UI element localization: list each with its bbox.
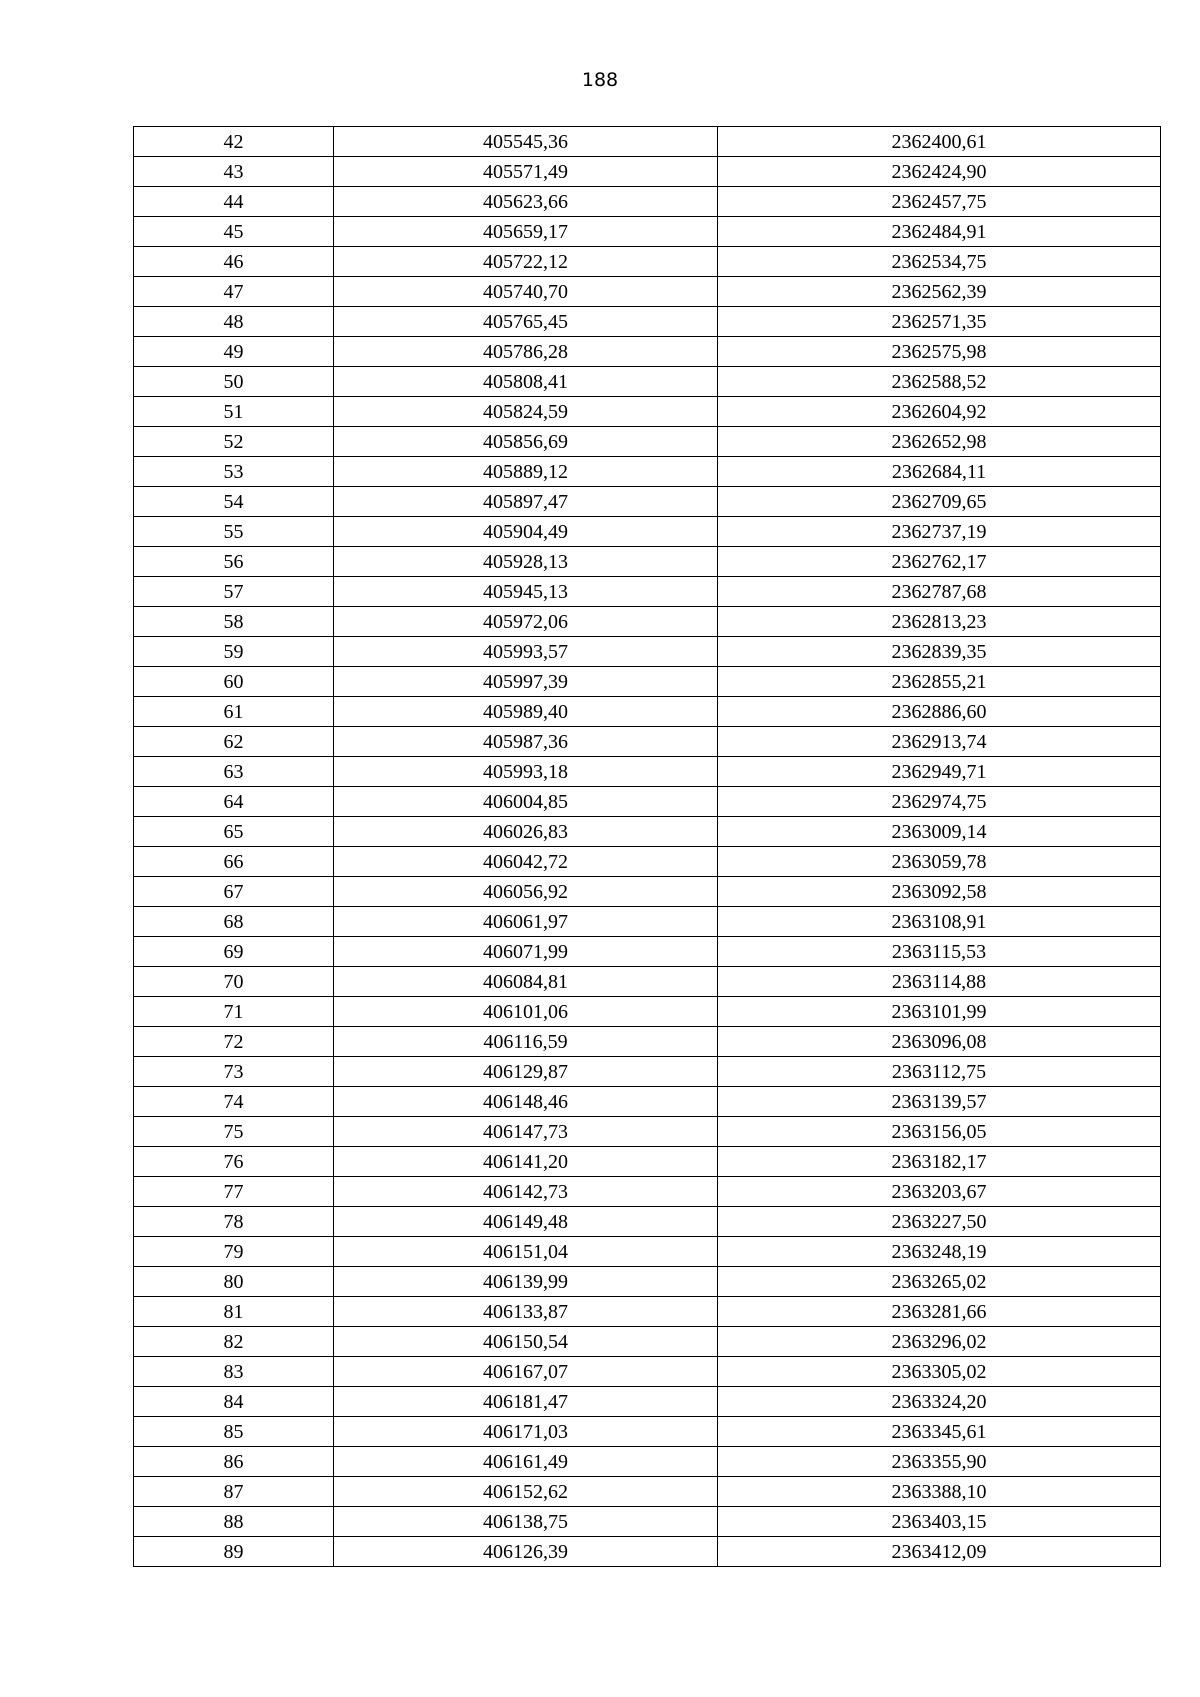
x-coordinate-cell: 405993,57 — [334, 637, 718, 667]
table-row — [134, 307, 1161, 337]
y-coordinate-cell: 2363345,61 — [718, 1417, 1161, 1447]
x-coordinate-cell: 405889,12 — [334, 457, 718, 487]
point-number-cell: 88 — [134, 1507, 334, 1537]
y-coordinate-cell: 2363101,99 — [718, 997, 1161, 1027]
point-number-cell: 49 — [134, 337, 334, 367]
table-row — [134, 157, 1161, 187]
x-coordinate-cell: 406147,73 — [334, 1117, 718, 1147]
table-row — [134, 427, 1161, 457]
point-number-cell: 81 — [134, 1297, 334, 1327]
point-number-cell: 84 — [134, 1387, 334, 1417]
y-coordinate-cell: 2363009,14 — [718, 817, 1161, 847]
point-number-cell: 75 — [134, 1117, 334, 1147]
table-row — [134, 187, 1161, 217]
y-coordinate-cell: 2363182,17 — [718, 1147, 1161, 1177]
point-number-cell: 44 — [134, 187, 334, 217]
point-number-cell: 64 — [134, 787, 334, 817]
x-coordinate-cell: 406148,46 — [334, 1087, 718, 1117]
point-number-cell: 58 — [134, 607, 334, 637]
x-coordinate-cell: 406042,72 — [334, 847, 718, 877]
y-coordinate-cell: 2362709,65 — [718, 487, 1161, 517]
table-row — [134, 697, 1161, 727]
x-coordinate-cell: 406116,59 — [334, 1027, 718, 1057]
table-row — [134, 457, 1161, 487]
table-row — [134, 1327, 1161, 1357]
x-coordinate-cell: 405928,13 — [334, 547, 718, 577]
table-row — [134, 1117, 1161, 1147]
y-coordinate-cell: 2362684,11 — [718, 457, 1161, 487]
x-coordinate-cell: 405808,41 — [334, 367, 718, 397]
table-row — [134, 577, 1161, 607]
y-coordinate-cell: 2363203,67 — [718, 1177, 1161, 1207]
point-number-cell: 53 — [134, 457, 334, 487]
y-coordinate-cell: 2362813,23 — [718, 607, 1161, 637]
table-row — [134, 1537, 1161, 1567]
y-coordinate-cell: 2363115,53 — [718, 937, 1161, 967]
point-number-cell: 63 — [134, 757, 334, 787]
table-row — [134, 667, 1161, 697]
point-number-cell: 89 — [134, 1537, 334, 1567]
point-number-cell: 79 — [134, 1237, 334, 1267]
y-coordinate-cell: 2363227,50 — [718, 1207, 1161, 1237]
y-coordinate-cell: 2363324,20 — [718, 1387, 1161, 1417]
x-coordinate-cell: 406026,83 — [334, 817, 718, 847]
point-number-cell: 80 — [134, 1267, 334, 1297]
x-coordinate-cell: 406004,85 — [334, 787, 718, 817]
point-number-cell: 85 — [134, 1417, 334, 1447]
x-coordinate-cell: 406084,81 — [334, 967, 718, 997]
x-coordinate-cell: 405972,06 — [334, 607, 718, 637]
table-row — [134, 1057, 1161, 1087]
point-number-cell: 50 — [134, 367, 334, 397]
x-coordinate-cell: 405571,49 — [334, 157, 718, 187]
x-coordinate-cell: 406138,75 — [334, 1507, 718, 1537]
y-coordinate-cell: 2363355,90 — [718, 1447, 1161, 1477]
x-coordinate-cell: 405740,70 — [334, 277, 718, 307]
y-coordinate-cell: 2362484,91 — [718, 217, 1161, 247]
table-row — [134, 1087, 1161, 1117]
table-row — [134, 217, 1161, 247]
table-row — [134, 967, 1161, 997]
x-coordinate-cell: 405545,36 — [334, 127, 718, 157]
y-coordinate-cell: 2362424,90 — [718, 157, 1161, 187]
point-number-cell: 67 — [134, 877, 334, 907]
point-number-cell: 55 — [134, 517, 334, 547]
x-coordinate-cell: 406151,04 — [334, 1237, 718, 1267]
table-row — [134, 757, 1161, 787]
y-coordinate-cell: 2362787,68 — [718, 577, 1161, 607]
point-number-cell: 61 — [134, 697, 334, 727]
x-coordinate-cell: 406133,87 — [334, 1297, 718, 1327]
x-coordinate-cell: 406161,49 — [334, 1447, 718, 1477]
x-coordinate-cell: 405997,39 — [334, 667, 718, 697]
point-number-cell: 48 — [134, 307, 334, 337]
y-coordinate-cell: 2363059,78 — [718, 847, 1161, 877]
table-row — [134, 1267, 1161, 1297]
point-number-cell: 74 — [134, 1087, 334, 1117]
point-number-cell: 83 — [134, 1357, 334, 1387]
point-number-cell: 77 — [134, 1177, 334, 1207]
table-row — [134, 337, 1161, 367]
table-row — [134, 907, 1161, 937]
x-coordinate-cell: 406061,97 — [334, 907, 718, 937]
table-row — [134, 1477, 1161, 1507]
table-row — [134, 277, 1161, 307]
x-coordinate-cell: 406141,20 — [334, 1147, 718, 1177]
table-row — [134, 247, 1161, 277]
point-number-cell: 59 — [134, 637, 334, 667]
x-coordinate-cell: 406139,99 — [334, 1267, 718, 1297]
point-number-cell: 54 — [134, 487, 334, 517]
x-coordinate-cell: 406150,54 — [334, 1327, 718, 1357]
table-row — [134, 847, 1161, 877]
point-number-cell: 69 — [134, 937, 334, 967]
x-coordinate-cell: 405824,59 — [334, 397, 718, 427]
point-number-cell: 70 — [134, 967, 334, 997]
point-number-cell: 87 — [134, 1477, 334, 1507]
point-number-cell: 82 — [134, 1327, 334, 1357]
table-row — [134, 127, 1161, 157]
x-coordinate-cell: 405659,17 — [334, 217, 718, 247]
y-coordinate-cell: 2362588,52 — [718, 367, 1161, 397]
y-coordinate-cell: 2362604,92 — [718, 397, 1161, 427]
table-row — [134, 817, 1161, 847]
x-coordinate-cell: 405765,45 — [334, 307, 718, 337]
point-number-cell: 46 — [134, 247, 334, 277]
point-number-cell: 47 — [134, 277, 334, 307]
point-number-cell: 65 — [134, 817, 334, 847]
x-coordinate-cell: 406129,87 — [334, 1057, 718, 1087]
point-number-cell: 56 — [134, 547, 334, 577]
table-row — [134, 1177, 1161, 1207]
y-coordinate-cell: 2363412,09 — [718, 1537, 1161, 1567]
x-coordinate-cell: 405989,40 — [334, 697, 718, 727]
y-coordinate-cell: 2363388,10 — [718, 1477, 1161, 1507]
y-coordinate-cell: 2362457,75 — [718, 187, 1161, 217]
y-coordinate-cell: 2363296,02 — [718, 1327, 1161, 1357]
point-number-cell: 66 — [134, 847, 334, 877]
table-row — [134, 1447, 1161, 1477]
table-row — [134, 997, 1161, 1027]
x-coordinate-cell: 405897,47 — [334, 487, 718, 517]
y-coordinate-cell: 2362571,35 — [718, 307, 1161, 337]
point-number-cell: 42 — [134, 127, 334, 157]
y-coordinate-cell: 2363114,88 — [718, 967, 1161, 997]
x-coordinate-cell: 406101,06 — [334, 997, 718, 1027]
y-coordinate-cell: 2362913,74 — [718, 727, 1161, 757]
point-number-cell: 52 — [134, 427, 334, 457]
point-number-cell: 57 — [134, 577, 334, 607]
table-row — [134, 1387, 1161, 1417]
point-number-cell: 78 — [134, 1207, 334, 1237]
x-coordinate-cell: 406167,07 — [334, 1357, 718, 1387]
y-coordinate-cell: 2363112,75 — [718, 1057, 1161, 1087]
y-coordinate-cell: 2363265,02 — [718, 1267, 1161, 1297]
table-row — [134, 787, 1161, 817]
x-coordinate-cell: 406152,62 — [334, 1477, 718, 1507]
x-coordinate-cell: 405945,13 — [334, 577, 718, 607]
x-coordinate-cell: 406142,73 — [334, 1177, 718, 1207]
table-row — [134, 517, 1161, 547]
y-coordinate-cell: 2363092,58 — [718, 877, 1161, 907]
x-coordinate-cell: 406171,03 — [334, 1417, 718, 1447]
y-coordinate-cell: 2362400,61 — [718, 127, 1161, 157]
point-number-cell: 60 — [134, 667, 334, 697]
x-coordinate-cell: 405623,66 — [334, 187, 718, 217]
point-number-cell: 72 — [134, 1027, 334, 1057]
x-coordinate-cell: 405722,12 — [334, 247, 718, 277]
y-coordinate-cell: 2362534,75 — [718, 247, 1161, 277]
table-row — [134, 1297, 1161, 1327]
y-coordinate-cell: 2363305,02 — [718, 1357, 1161, 1387]
point-number-cell: 73 — [134, 1057, 334, 1087]
point-number-cell: 68 — [134, 907, 334, 937]
x-coordinate-cell: 406126,39 — [334, 1537, 718, 1567]
x-coordinate-cell: 406181,47 — [334, 1387, 718, 1417]
y-coordinate-cell: 2363248,19 — [718, 1237, 1161, 1267]
point-number-cell: 62 — [134, 727, 334, 757]
x-coordinate-cell: 406071,99 — [334, 937, 718, 967]
table-row — [134, 607, 1161, 637]
x-coordinate-cell: 406149,48 — [334, 1207, 718, 1237]
x-coordinate-cell: 405987,36 — [334, 727, 718, 757]
y-coordinate-cell: 2363096,08 — [718, 1027, 1161, 1057]
table-row — [134, 1357, 1161, 1387]
x-coordinate-cell: 405904,49 — [334, 517, 718, 547]
table-row — [134, 1207, 1161, 1237]
y-coordinate-cell: 2363281,66 — [718, 1297, 1161, 1327]
page-number: 188 — [581, 69, 619, 91]
table-row — [134, 1417, 1161, 1447]
point-number-cell: 76 — [134, 1147, 334, 1177]
table-row — [134, 397, 1161, 427]
y-coordinate-cell: 2363156,05 — [718, 1117, 1161, 1147]
y-coordinate-cell: 2362855,21 — [718, 667, 1161, 697]
table-row — [134, 547, 1161, 577]
point-number-cell: 71 — [134, 997, 334, 1027]
point-number-cell: 51 — [134, 397, 334, 427]
point-number-cell: 86 — [134, 1447, 334, 1477]
table-row — [134, 1027, 1161, 1057]
x-coordinate-cell: 406056,92 — [334, 877, 718, 907]
y-coordinate-cell: 2362886,60 — [718, 697, 1161, 727]
y-coordinate-cell: 2362737,19 — [718, 517, 1161, 547]
table-row — [134, 487, 1161, 517]
table-row — [134, 367, 1161, 397]
table-row — [134, 637, 1161, 667]
y-coordinate-cell: 2362652,98 — [718, 427, 1161, 457]
table-row — [134, 1507, 1161, 1537]
table-row — [134, 937, 1161, 967]
y-coordinate-cell: 2362762,17 — [718, 547, 1161, 577]
y-coordinate-cell: 2362949,71 — [718, 757, 1161, 787]
point-number-cell: 43 — [134, 157, 334, 187]
y-coordinate-cell: 2362839,35 — [718, 637, 1161, 667]
x-coordinate-cell: 405993,18 — [334, 757, 718, 787]
table-row — [134, 1147, 1161, 1177]
table-row — [134, 877, 1161, 907]
y-coordinate-cell: 2363108,91 — [718, 907, 1161, 937]
y-coordinate-cell: 2362974,75 — [718, 787, 1161, 817]
y-coordinate-cell: 2363139,57 — [718, 1087, 1161, 1117]
table-row — [134, 727, 1161, 757]
coordinates-table — [133, 126, 1161, 1567]
x-coordinate-cell: 405786,28 — [334, 337, 718, 367]
coordinates-table-body — [134, 127, 1161, 1567]
y-coordinate-cell: 2362562,39 — [718, 277, 1161, 307]
x-coordinate-cell: 405856,69 — [334, 427, 718, 457]
y-coordinate-cell: 2363403,15 — [718, 1507, 1161, 1537]
point-number-cell: 45 — [134, 217, 334, 247]
y-coordinate-cell: 2362575,98 — [718, 337, 1161, 367]
table-row — [134, 1237, 1161, 1267]
